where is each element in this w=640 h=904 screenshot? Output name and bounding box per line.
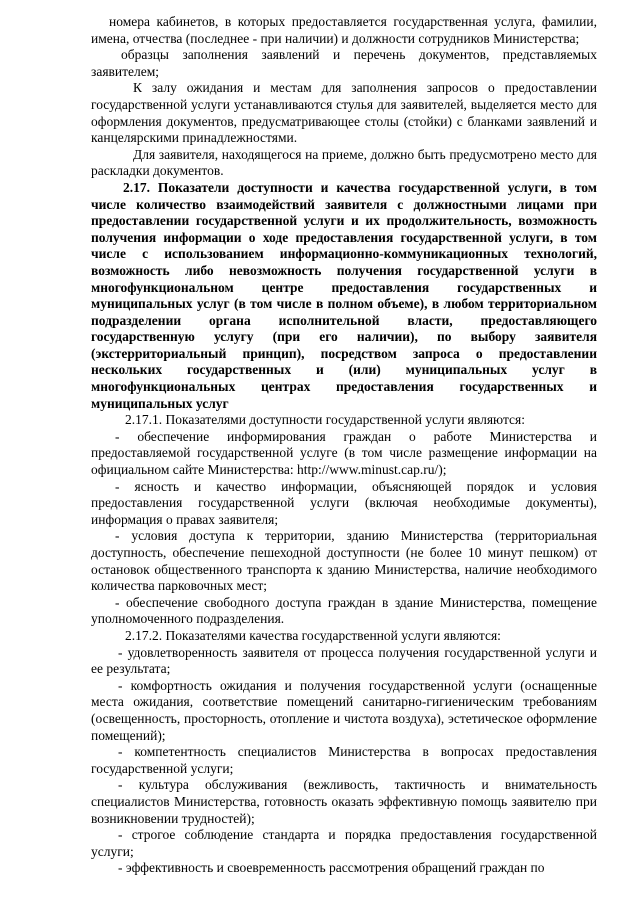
- subsection-2-17-1: 2.17.1. Показателями доступности государственной услуги являются:: [125, 412, 525, 428]
- paragraph-application-samples: образцы заполнения заявлений и перечень документов, представляемых заявителем;: [91, 47, 597, 79]
- document-body: [91, 14, 597, 877]
- paragraph-document-space: Для заявителя, находящегося на приеме, должно быть предусмотрено место для раскладки документов.: [91, 146, 597, 179]
- subsection-2-17-2: 2.17.2. Показателями качества государственной услуги являются:: [125, 627, 501, 643]
- list-item-satisfaction: - удовлетворенность заявителя от процесса получения государственной услуги и ее результата;: [91, 644, 597, 677]
- section-heading-2-17: 2.17. Показатели доступности и качества государственной услуги, в том числе количество взаимодействий заявителя с должностными лицами при предоставлении государственной услуги и их продолжительность, возможность получения информации о ходе предоставления государственной услуги, в том числе с использованием информационно-коммуникационных технологий, возможность либо невозможность получения государственной услуги в многофункциональном центре предоставления государственных и муниципальных услуг (в том числе в полном объеме), в любом территориальном подразделении органа исполнительной власти, предоставляющего государственную услугу (при его наличии), по выбору заявителя (экстерриториальный принцип), посредством запроса о предоставлении нескольких государственных и (или) муниципальных услуг в многофункциональных центрах предоставления государственных и муниципальных услуг: [91, 179, 597, 411]
- list-item-service-culture: - культура обслуживания (вежливость, тактичность и внимательность специалистов Министерства, готовность оказать эффективную помощь заявителю при возникновении трудностей);: [91, 777, 597, 826]
- list-item-clarity: - ясность и качество информации, объясняющей порядок и условия предоставления государственной услуги (включая необходимые документы), информация о правах заявителя;: [91, 478, 597, 527]
- list-item-comfort: - комфортность ожидания и получения государственной услуги (оснащенные места ожидания, соответствие помещений санитарно-гигиеническим требованиям (освещенность, просторность, отопление и чистота воздуха), эстетическое оформление помещений);: [91, 677, 597, 743]
- list-item-standard-compliance: - строгое соблюдение стандарта и порядка предоставления государственной услуги;: [91, 827, 597, 859]
- paragraph-office-numbers: номера кабинетов, в которых предоставляется государственная услуга, фамилии, имена, отчества (последнее - при наличии) и должности сотрудников Министерства;: [91, 14, 597, 46]
- paragraph-waiting-hall: К залу ожидания и местам для заполнения запросов о предоставлении государственной услуги устанавливаются стулья для заявителей, выделяется место для оформления документов, предусматривающее столы (стойки) с бланками заявлений и канцелярскими принадлежностями.: [91, 80, 597, 146]
- list-item-competence: - компетентность специалистов Министерства в вопросах предоставления государственной услуги;: [91, 744, 597, 776]
- list-item-free-access: - обеспечение свободного доступа граждан в здание Министерства, помещение уполномоченного подразделения.: [91, 594, 597, 627]
- list-item-access-conditions: - условия доступа к территории, зданию Министерства (территориальная доступность, обеспечение пешеходной доступности (не более 10 минут пешком) от остановок общественного транспорта к зданию Министерства, наличие необходимого количества парковочных мест;: [91, 528, 597, 594]
- list-item-informing: - обеспечение информирования граждан о работе Министерства и предоставляемой государственной услуге (в том числе размещение информации на официальном сайте Министерства: http://www.minust.cap.ru/);: [91, 428, 597, 478]
- list-item-efficiency: - эффективность и своевременность рассмотрения обращений граждан по: [118, 860, 545, 876]
